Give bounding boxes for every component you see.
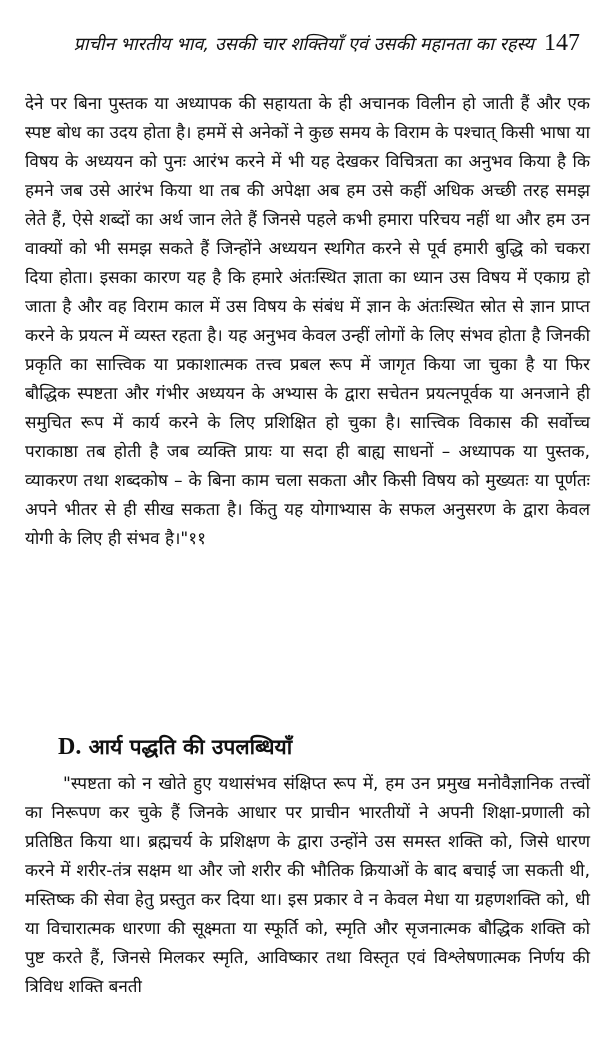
section-letter: D.: [58, 734, 82, 760]
section-title: आर्य पद्धति की उपलब्धियाँ: [88, 735, 293, 759]
paragraph-block-1: [25, 90, 590, 554]
paragraph-text: "स्पष्टता को न खोते हुए यथासंभव संक्षिप्त रूप में, हम उन प्रमुख मनोवैज्ञानिक तत्त्वों का निरूपण कर चुके हैं जिनके आधार पर प्राचीन भारतीयों ने अपनी शिक्षा-प्रणाली को प्रतिष्ठित किया था। ब्रह्मचर्य के प्रशिक्षण के द्वारा उन्होंने उस समस्त शक्ति को, जिसे धारण करने में शरीर-तंत्र सक्षम था और जो शरीर की भौतिक क्रियाओं के बाद बचाई जा सकती थी, मस्तिष्क की सेवा हेतु प्रस्तुत कर दिया था। इस प्रकार वे न केवल मेधा या ग्रहणशक्ति को, धी या विचारात्मक धारणा की सूक्ष्मता या स्फूर्ति को, स्मृति और सृजनात्मक बौद्धिक शक्ति को पुष्ट करते हैं, जिनसे मिलकर स्मृति, आविष्कार तथा विस्तृत एवं विश्लेषणात्मक निर्णय की त्रिविध शक्ति बनती: [25, 774, 590, 997]
page-number: 147: [544, 30, 580, 56]
running-head-title: प्राचीन भारतीय भाव, उसकी चार शक्तियाँ एवं उसकी महानता का रहस्य: [73, 34, 534, 55]
paragraph-block-2: [25, 770, 590, 1002]
paragraph-text: देने पर बिना पुस्तक या अध्यापक की सहायता के ही अचानक विलीन हो जाती हैं और एक स्पष्ट बोध का उदय होता है। हममें से अनेकों ने कुछ समय के विराम के पश्चात् किसी भाषा या विषय के अध्ययन को पुनः आरंभ करने में भी यह देखकर विचित्रता का अनुभव किया है कि हमने जब उसे आरंभ किया था तब की अपेक्षा अब हम उसे कहीं अधिक अच्छी तरह समझ लेते हैं, ऐसे शब्दों का अर्थ जान लेते हैं जिनसे पहले कभी हमारा परिचय नहीं था और हम उन वाक्यों को भी समझ सकते हैं जिन्होंने अध्ययन स्थगित करने से पूर्व हमारी बुद्धि को चकरा दिया होता। इसका कारण यह है कि हमारे अंतःस्थित ज्ञाता का ध्यान उस विषय में एकाग्र हो जाता है और वह विराम काल में उस विषय के संबंध में ज्ञान के अंतःस्थित स्रोत से ज्ञान प्राप्त करने के प्रयत्न में व्यस्त रहता है। यह अनुभव केवल उन्हीं लोगों के लिए संभव होता है जिनकी प्रकृति का सात्त्विक या प्रकाशात्मक तत्त्व प्रबल रूप में जागृत किया जा चुका है या फिर बौद्धिक स्पष्टता और गंभीर अध्ययन के अभ्यास के द्वारा सचेतन प्रयत्नपूर्वक या अनजाने ही समुचित रूप में कार्य करने के लिए प्रशिक्षित हो चुका है। सात्त्विक विकास की सर्वोच्च पराकाष्ठा तब होती है जब व्यक्ति प्रायः या सदा ही बाह्य साधनों – अध्यापक या पुस्तक, व्याकरण तथा शब्दकोष – के बिना काम चला सकता और किसी विषय को मुख्यतः या पूर्णतः अपने भीतर से ही सीख सकता है। किंतु यह योगाभ्यास के सफल अनुसरण के द्वारा केवल योगी के लिए ही संभव है।"११: [25, 94, 590, 549]
section-heading: [58, 733, 292, 761]
running-head: [60, 30, 580, 57]
